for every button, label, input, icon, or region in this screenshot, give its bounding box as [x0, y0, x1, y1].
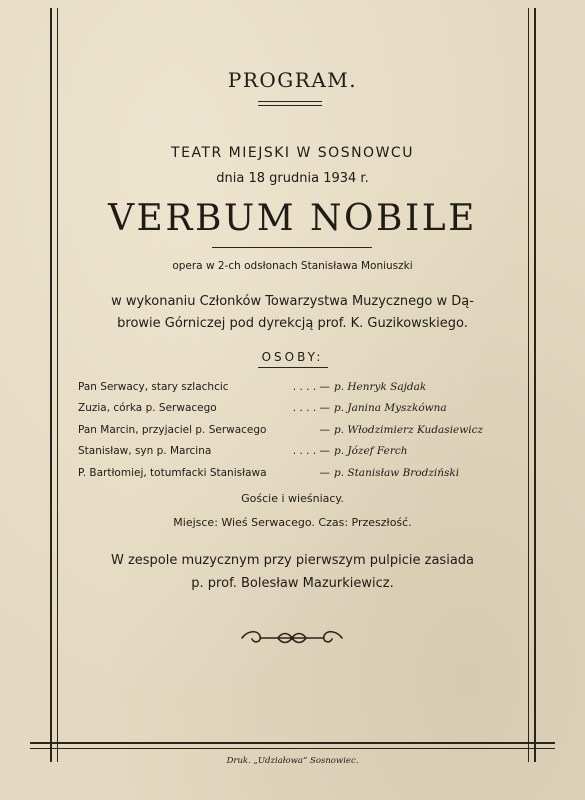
cast-actor: p. Janina Myszkówna	[334, 402, 447, 415]
cast-row	[78, 376, 510, 398]
guests-note: Goście i wieśniacy.	[241, 492, 344, 505]
cast-actor: p. Henryk Sajdak	[334, 380, 427, 393]
cast-role: Stanisław, syn p. Marcina	[78, 445, 212, 458]
performance-date: dnia 18 grudnia 1934 r.	[216, 171, 369, 186]
border-left-outer	[50, 8, 52, 762]
scroll-ornament-icon	[238, 626, 346, 650]
cast-role: Pan Marcin, przyjaciel p. Serwacego	[78, 423, 267, 436]
cast-leader: —	[319, 423, 330, 436]
theatre-name: TEATR MIEJSKI W SOSNOWCU	[171, 145, 414, 161]
cast-row	[78, 419, 510, 441]
cast-actor: p. Stanisław Brodziński	[334, 466, 460, 479]
cast-heading-underline	[258, 367, 328, 368]
printer-imprint: Druk. „Udziałowa” Sosnowiec.	[226, 756, 359, 766]
cast-row	[78, 462, 510, 484]
cast-actor: p. Włodzimierz Kudasiewicz	[334, 423, 484, 436]
border-bottom-lower	[30, 748, 555, 749]
opera-subtitle: opera w 2-ch odsłonach Stanisława Moniuszki	[172, 260, 413, 272]
ensemble-line-2: p. prof. Bolesław Mazurkiewicz.	[191, 576, 394, 591]
performance-line-1: w wykonaniu Członków Towarzystwa Muzycznego w Dą-	[111, 294, 474, 309]
cast-leader: . . . . —	[292, 380, 330, 393]
border-right-inner	[528, 8, 529, 762]
opera-title: VERBUM NOBILE	[108, 198, 477, 239]
title-divider	[258, 101, 322, 106]
border-bottom-upper	[30, 742, 555, 744]
cast-role: Pan Serwacy, stary szlachcic	[78, 380, 229, 393]
opera-title-underline	[212, 247, 372, 248]
cast-row	[78, 398, 510, 420]
border-left-inner	[57, 8, 58, 762]
performance-line-2: browie Górniczej pod dyrekcją prof. K. Guzikowskiego.	[117, 316, 468, 331]
cast-role: Zuzia, córka p. Serwacego	[78, 402, 217, 415]
cast-actor: p. Józef Ferch	[334, 445, 408, 458]
cast-leader: . . . . —	[292, 402, 330, 415]
cast-list	[78, 376, 510, 484]
cast-leader: —	[319, 466, 330, 479]
border-right-outer	[534, 8, 536, 762]
program-title: PROGRAM.	[227, 68, 358, 92]
place-time-note: Miejsce: Wieś Serwacego. Czas: Przeszłość.	[173, 516, 412, 529]
ensemble-line-1: W zespole muzycznym przy pierwszym pulpicie zasiada	[110, 553, 475, 568]
cast-role: P. Bartłomiej, totumfacki Stanisława	[78, 466, 267, 479]
cast-heading: OSOBY:	[261, 350, 324, 364]
cast-row	[78, 441, 510, 463]
cast-leader: . . . . —	[292, 445, 330, 458]
